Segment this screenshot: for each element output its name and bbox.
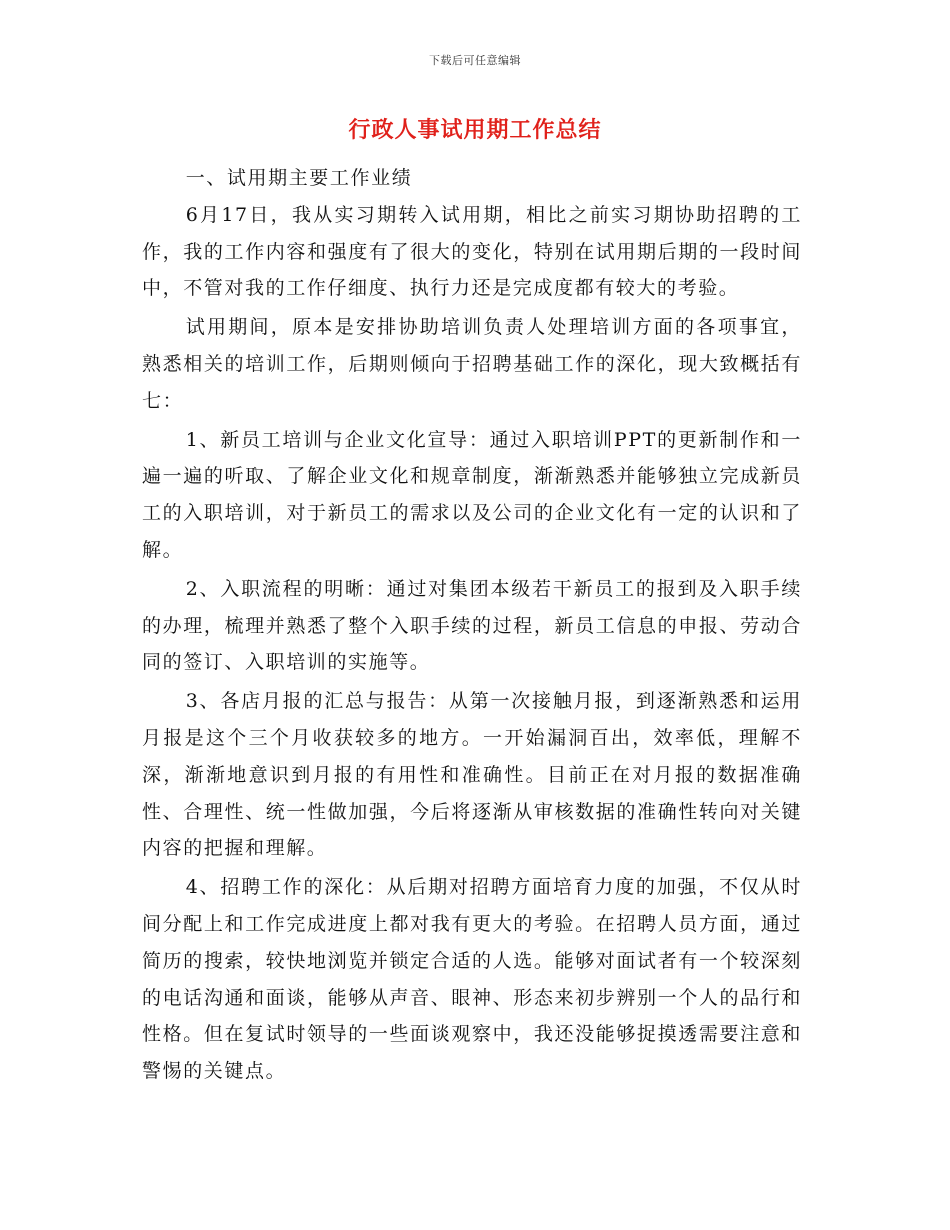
header-note: 下载后可任意编辑 bbox=[429, 54, 521, 67]
section-heading: 一、试用期主要工作业绩 bbox=[185, 167, 413, 189]
paragraph-1: 6月17日，我从实习期转入试用期，相比之前实习期协助招聘的工作，我的工作内容和强度有了很大的变化，特别在试用期后期的一段时间中，不管对我的工作仔细度、执行力还是完成度都有较大的考验。 bbox=[142, 203, 802, 300]
document-title: 行政人事试用期工作总结 bbox=[348, 117, 602, 143]
paragraph-2: 试用期间，原本是安排协助培训负责人处理培训方面的各项事宜，熟悉相关的培训工作，后期则倾向于招聘基础工作的深化，现大致概括有七： bbox=[142, 316, 802, 412]
paragraph-3: 1、新员工培训与企业文化宣导：通过入职培训PPT的更新制作和一遍一遍的听取、了解企业文化和规章制度，渐渐熟悉并能够独立完成新员工的入职培训，对于新员工的需求以及公司的企业文化有一定的认识和了解。 bbox=[142, 428, 802, 561]
paragraph-6: 4、招聘工作的深化：从后期对招聘方面培育力度的加强，不仅从时间分配上和工作完成进度上都对我有更大的考验。在招聘人员方面，通过简历的搜索，较快地浏览并锁定合适的人选。能够对面试者有一个较深刻的电话沟通和面谈，能够从声音、眼神、形态来初步辨别一个人的品行和性格。但在复试时领导的一些面谈观察中，我还没能够捉摸透需要注意和警惕的关键点。 bbox=[142, 876, 802, 1083]
paragraph-4: 2、入职流程的明晰：通过对集团本级若干新员工的报到及入职手续的办理，梳理并熟悉了整个入职手续的过程，新员工信息的申报、劳动合同的签订、入职培训的实施等。 bbox=[142, 577, 802, 674]
paragraph-5: 3、各店月报的汇总与报告：从第一次接触月报，到逐渐熟悉和运用月报是这个三个月收获较多的地方。一开始漏洞百出，效率低，理解不深，渐渐地意识到月报的有用性和准确性。目前正在对月报的数据准确性、合理性、统一性做加强，今后将逐渐从审核数据的准确性转向对关键内容的把握和理解。 bbox=[142, 690, 802, 860]
document-body bbox=[142, 160, 802, 1092]
